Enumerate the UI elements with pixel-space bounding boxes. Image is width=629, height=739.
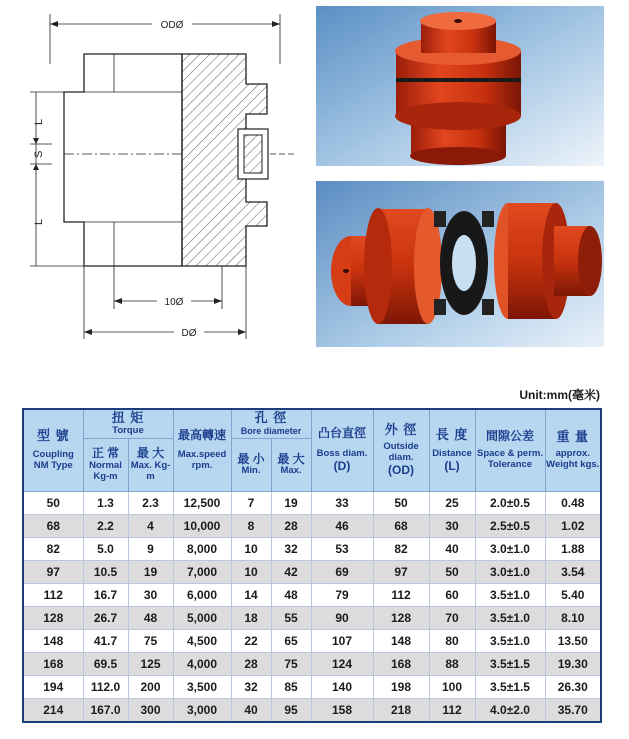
table-row [23, 515, 601, 538]
table-cell: 82 [23, 538, 83, 561]
table-cell: 125 [128, 653, 173, 676]
table-cell: 1.02 [545, 515, 601, 538]
od-label: ODØ [160, 20, 184, 31]
table-cell: 10,000 [173, 515, 231, 538]
table-cell: 30 [128, 584, 173, 607]
header-weight: 重 量 approx. Weight kgs. [545, 409, 601, 492]
table-cell: 28 [271, 515, 311, 538]
table-cell: 28 [231, 653, 271, 676]
table-cell: 5,000 [173, 607, 231, 630]
table-cell: 30 [429, 515, 475, 538]
table-cell: 158 [311, 699, 373, 723]
table-cell: 70 [429, 607, 475, 630]
table-cell: 1.3 [83, 492, 128, 515]
table-cell: 3.0±1.0 [475, 538, 545, 561]
table-cell: 35.70 [545, 699, 601, 723]
table-cell: 79 [311, 584, 373, 607]
table-cell: 112.0 [83, 676, 128, 699]
table-cell: 40 [429, 538, 475, 561]
table-cell: 194 [23, 676, 83, 699]
table-cell: 26.30 [545, 676, 601, 699]
header-torque-normal: 正 常 Normal Kg-m [83, 439, 128, 492]
table-cell: 82 [373, 538, 429, 561]
table-cell: 3.5±1.0 [475, 584, 545, 607]
table-cell: 53 [311, 538, 373, 561]
table-cell: 112 [23, 584, 83, 607]
table-cell: 2.0±0.5 [475, 492, 545, 515]
assembled-coupling-photo [316, 6, 604, 166]
table-cell: 19 [271, 492, 311, 515]
table-cell: 3.54 [545, 561, 601, 584]
coupling-cross-section-drawing [12, 4, 302, 354]
table-cell: 148 [23, 630, 83, 653]
table-cell: 100 [429, 676, 475, 699]
table-cell: 112 [429, 699, 475, 723]
table-cell: 7,000 [173, 561, 231, 584]
table-cell: 26.7 [83, 607, 128, 630]
table-cell: 3.0±1.0 [475, 561, 545, 584]
table-cell: 167.0 [83, 699, 128, 723]
table-row [23, 584, 601, 607]
unit-label: Unit:mm(毫米) [519, 388, 600, 402]
header-space: 間隙公差 Space & perm. Tolerance [475, 409, 545, 492]
table-cell: 10 [231, 538, 271, 561]
table-cell: 200 [128, 676, 173, 699]
table-cell: 7 [231, 492, 271, 515]
table-cell: 9 [128, 538, 173, 561]
table-cell: 48 [128, 607, 173, 630]
header-outside: 外 徑 Outside diam. (OD) [373, 409, 429, 492]
coupling-spec-table [22, 408, 602, 723]
table-cell: 32 [231, 676, 271, 699]
table-cell: 112 [373, 584, 429, 607]
table-cell: 19 [128, 561, 173, 584]
table-row [23, 607, 601, 630]
header-distance: 長 度 Distance (L) [429, 409, 475, 492]
table-cell: 124 [311, 653, 373, 676]
table-cell: 2.3 [128, 492, 173, 515]
table-cell: 40 [231, 699, 271, 723]
table-cell: 48 [271, 584, 311, 607]
table-cell: 69.5 [83, 653, 128, 676]
table-cell: 128 [23, 607, 83, 630]
exploded-coupling-photo [316, 181, 604, 347]
table-cell: 19.30 [545, 653, 601, 676]
table-cell: 90 [311, 607, 373, 630]
table-row [23, 676, 601, 699]
table-cell: 3.5±1.5 [475, 676, 545, 699]
table-cell: 46 [311, 515, 373, 538]
table-cell: 12,500 [173, 492, 231, 515]
header-speed: 最高轉速 Max.speed rpm. [173, 409, 231, 492]
table-cell: 218 [373, 699, 429, 723]
table-cell: 25 [429, 492, 475, 515]
table-row [23, 561, 601, 584]
table-cell: 8 [231, 515, 271, 538]
table-cell: 10.5 [83, 561, 128, 584]
table-cell: 33 [311, 492, 373, 515]
spec-table-body [23, 492, 601, 723]
table-cell: 0.48 [545, 492, 601, 515]
table-cell: 16.7 [83, 584, 128, 607]
table-cell: 3.5±1.5 [475, 653, 545, 676]
table-cell: 3,500 [173, 676, 231, 699]
table-cell: 50 [429, 561, 475, 584]
table-cell: 85 [271, 676, 311, 699]
table-cell: 95 [271, 699, 311, 723]
table-cell: 68 [23, 515, 83, 538]
table-cell: 97 [373, 561, 429, 584]
table-cell: 5.40 [545, 584, 601, 607]
table-cell: 168 [373, 653, 429, 676]
header-boss: 凸台直徑 Boss diam. (D) [311, 409, 373, 492]
table-cell: 8,000 [173, 538, 231, 561]
s-label: S [33, 150, 45, 158]
table-cell: 2.2 [83, 515, 128, 538]
header-torque-max: 最 大 Max. Kg-m [128, 439, 173, 492]
table-cell: 75 [128, 630, 173, 653]
table-cell: 107 [311, 630, 373, 653]
table-cell: 32 [271, 538, 311, 561]
table-row [23, 538, 601, 561]
table-cell: 6,000 [173, 584, 231, 607]
table-cell: 214 [23, 699, 83, 723]
l-label-top: L [33, 118, 45, 125]
table-cell: 3.5±1.0 [475, 607, 545, 630]
table-cell: 88 [429, 653, 475, 676]
l-label-bottom: L [33, 218, 45, 225]
table-cell: 4,500 [173, 630, 231, 653]
table-row [23, 699, 601, 723]
bore-label: 10Ø [164, 297, 184, 308]
table-row [23, 492, 601, 515]
table-cell: 3,000 [173, 699, 231, 723]
table-cell: 22 [231, 630, 271, 653]
table-cell: 69 [311, 561, 373, 584]
header-torque: 扭 矩 Torque [83, 409, 173, 439]
table-cell: 2.5±0.5 [475, 515, 545, 538]
header-bore: 孔 徑 Bore diameter [231, 409, 311, 439]
table-cell: 4,000 [173, 653, 231, 676]
table-cell: 60 [429, 584, 475, 607]
table-cell: 140 [311, 676, 373, 699]
table-cell: 198 [373, 676, 429, 699]
table-cell: 8.10 [545, 607, 601, 630]
hub-left-outline [64, 54, 182, 266]
d-label: DØ [181, 328, 197, 339]
table-cell: 41.7 [83, 630, 128, 653]
table-cell: 3.5±1.0 [475, 630, 545, 653]
header-type: 型 號 Coupling NM Type [23, 409, 83, 492]
table-row [23, 653, 601, 676]
table-cell: 10 [231, 561, 271, 584]
table-cell: 13.50 [545, 630, 601, 653]
table-cell: 4 [128, 515, 173, 538]
table-cell: 5.0 [83, 538, 128, 561]
table-cell: 75 [271, 653, 311, 676]
table-cell: 42 [271, 561, 311, 584]
table-cell: 68 [373, 515, 429, 538]
table-cell: 300 [128, 699, 173, 723]
table-cell: 97 [23, 561, 83, 584]
table-cell: 1.88 [545, 538, 601, 561]
table-row [23, 630, 601, 653]
table-cell: 18 [231, 607, 271, 630]
table-cell: 50 [373, 492, 429, 515]
table-cell: 55 [271, 607, 311, 630]
table-cell: 50 [23, 492, 83, 515]
table-cell: 168 [23, 653, 83, 676]
header-bore-max: 最 大 Max. [271, 439, 311, 492]
table-cell: 65 [271, 630, 311, 653]
table-cell: 14 [231, 584, 271, 607]
table-cell: 4.0±2.0 [475, 699, 545, 723]
table-cell: 148 [373, 630, 429, 653]
header-bore-min: 最 小 Min. [231, 439, 271, 492]
table-cell: 80 [429, 630, 475, 653]
table-cell: 128 [373, 607, 429, 630]
